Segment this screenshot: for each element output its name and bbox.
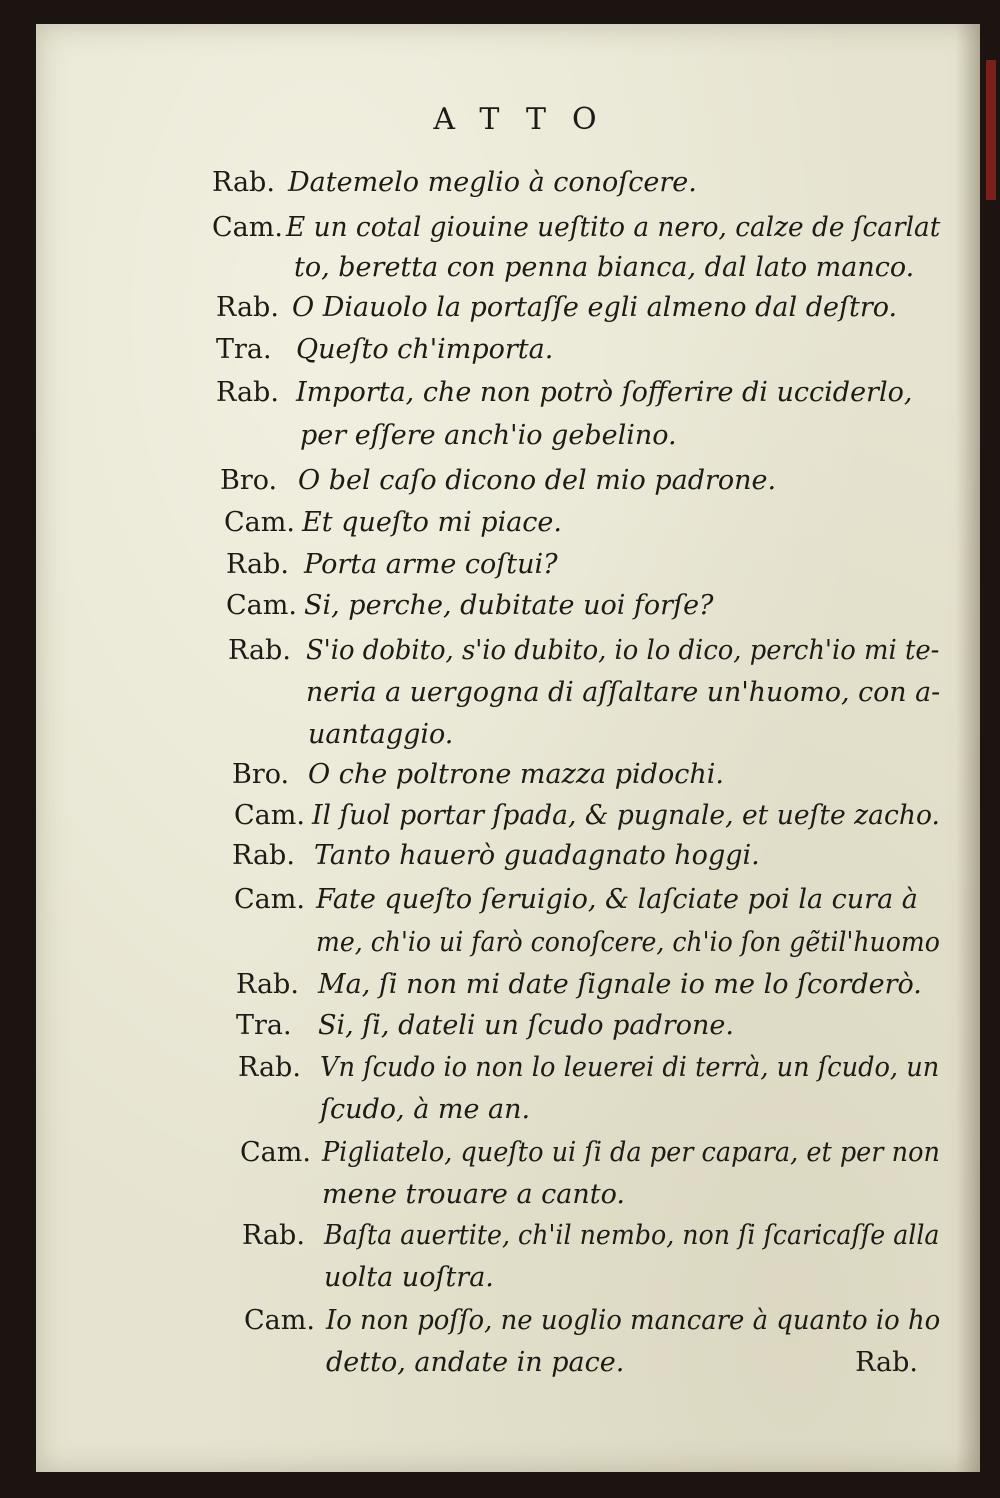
dialogue-line: Si, ſi, dateli un ſcudo padrone. (318, 1010, 734, 1041)
dialogue-line: per eſſere anch'io gebelino. (300, 420, 677, 451)
speaker-label: Cam. (244, 1305, 315, 1336)
speaker-label: Cam. (234, 800, 305, 831)
dialogue-line: O che poltrone mazza pidochi. (308, 759, 724, 790)
speaker-label: Rab. (226, 549, 289, 580)
dialogue-line: Datemelo meglio à conoſcere. (288, 167, 697, 198)
speaker-label: Rab. (212, 167, 275, 198)
speaker-label: Cam. (240, 1137, 311, 1168)
speaker-label: Rab. (216, 377, 279, 408)
dialogue-line: uantaggio. (308, 719, 454, 750)
dialogue-line: O bel caſo dicono del mio padrone. (298, 465, 777, 496)
dialogue-line: Baſta auertite, ch'il nembo, non ſi ſcaricaſſe alla (324, 1220, 940, 1251)
dialogue-line: Importa, che non potrò ſofferire di ucciderlo, (296, 377, 913, 408)
dialogue-line: Et queſto mi piace. (302, 507, 562, 538)
speaker-label: Tra. (216, 334, 272, 365)
dialogue-line: uolta uoſtra. (324, 1262, 494, 1293)
dialogue-line: Si, perche, dubitate uoi forſe? (304, 590, 714, 621)
speaker-label: Rab. (238, 1052, 301, 1083)
dialogue-line: to, beretta con penna bianca, dal lato manco. (294, 252, 915, 283)
dialogue-line: Il ſuol portar ſpada, & pugnale, et ueſte zacho. (312, 800, 940, 831)
speaker-label: Rab. (236, 969, 299, 1000)
dialogue-line: Fate queſto ſeruigio, & laſciate poi la cura à (316, 884, 918, 915)
running-header: ATTO (433, 102, 623, 137)
dialogue-line: Vn ſcudo io non lo leuerei di terrà, un ſcudo, un (320, 1052, 940, 1083)
dialogue-line: Queſto ch'importa. (296, 334, 554, 365)
speaker-label: Cam. (226, 590, 297, 621)
dialogue-line: Ma, ſi non mi date ſignale io me lo ſcorderò. (318, 969, 922, 1000)
spine-binding (986, 60, 996, 200)
speaker-label: Cam. (224, 507, 295, 538)
dialogue-line: Io non poſſo, ne uoglio mancare à quanto io ho (326, 1305, 941, 1336)
dialogue-line: E un cotal giouine ueſtito a nero, calze de ſcarlat (286, 212, 941, 243)
dialogue-line: O Diauolo la portaſſe egli almeno dal deſtro. (292, 292, 898, 323)
dialogue-line: Pigliatelo, queſto ui ſi da per capara, et per non (322, 1137, 940, 1168)
speaker-label: Rab. (216, 292, 279, 323)
speaker-label: Cam. (212, 212, 283, 243)
speaker-label: Rab. (228, 635, 291, 666)
dialogue-line: Porta arme coſtui? (304, 549, 558, 580)
speaker-label: Bro. (220, 465, 278, 496)
speaker-label: Rab. (232, 840, 295, 871)
page-edge-shadow (956, 24, 980, 1472)
catchword: Rab. (855, 1347, 918, 1378)
speaker-label: Cam. (234, 884, 305, 915)
dialogue-line: me, ch'io ui farò conoſcere, ch'io ſon gẽtil'huomo (316, 927, 940, 958)
dialogue-line: Tanto hauerò guadagnato hoggi. (314, 840, 760, 871)
dialogue-line: S'io dobito, s'io dubito, io lo dico, perch'io mi te- (306, 635, 940, 666)
book-page (36, 24, 980, 1472)
speaker-label: Rab. (242, 1220, 305, 1251)
dialogue-line: neria a uergogna di aſſaltare un'huomo, con a- (306, 677, 941, 708)
speaker-label: Bro. (232, 759, 290, 790)
speaker-label: Tra. (236, 1010, 292, 1041)
dialogue-line: ſcudo, à me an. (320, 1094, 531, 1125)
dialogue-line: mene trouare a canto. (322, 1179, 625, 1210)
dialogue-line: detto, andate in pace. (326, 1347, 625, 1378)
